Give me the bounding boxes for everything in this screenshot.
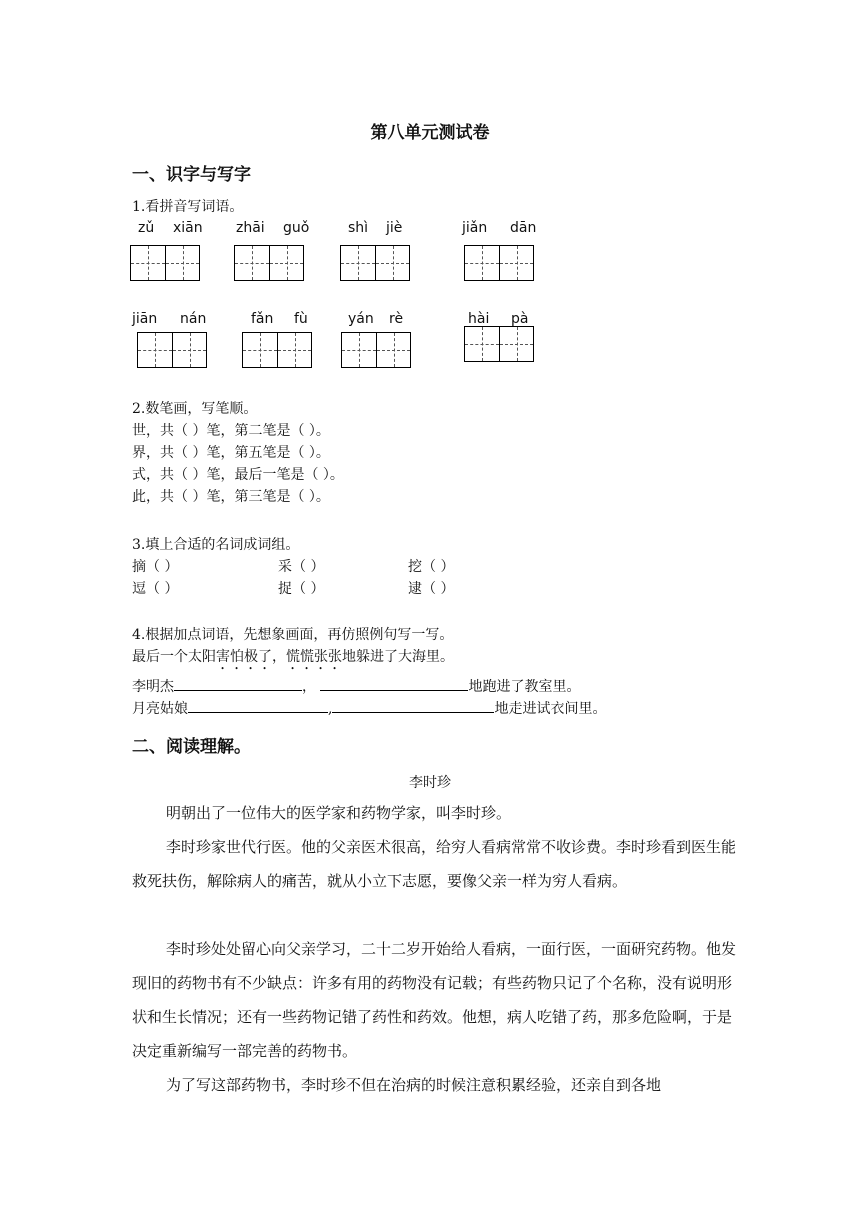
section2-heading: 二、阅读理解。 <box>132 737 251 757</box>
q2-label: 2.数笔画，写笔顺。 <box>132 401 258 417</box>
q2-line: 界，共（ ）笔，第五笔是（ ）。 <box>132 445 330 461</box>
answer-blank[interactable] <box>320 676 468 691</box>
pinyin: yán <box>348 311 374 327</box>
pinyin: dān <box>510 220 537 236</box>
pinyin: fù <box>294 311 308 327</box>
writing-grid[interactable] <box>464 326 534 362</box>
answer-blank[interactable] <box>174 676 302 691</box>
q4-line2 <box>132 698 606 720</box>
writing-grid[interactable] <box>464 245 534 281</box>
q4-example <box>132 646 454 673</box>
section1-heading: 一、识字与写字 <box>132 165 251 185</box>
q2-line: 此，共（ ）笔，第三笔是（ ）。 <box>132 489 330 505</box>
writing-grid[interactable] <box>341 332 411 368</box>
pinyin: jiǎn <box>462 220 488 236</box>
q4-line-text: 地走进试衣间里。 <box>494 701 607 717</box>
q3-label: 3.填上合适的名词成词组。 <box>132 537 300 553</box>
pinyin: xiān <box>173 220 203 236</box>
q2-line: 式，共（ ）笔，最后一笔是（ ）。 <box>132 467 344 483</box>
story-paragraph: 为了写这部药物书，李时珍不但在治病的时候注意积累经验，还亲自到各地 <box>166 1076 662 1094</box>
q4-label: 4.根据加点词语，先想象画面，再仿照例句写一写。 <box>132 627 454 643</box>
q3-item: 逗（ ） <box>132 581 179 597</box>
q1-label: 1.看拼音写词语。 <box>132 199 244 215</box>
pinyin: rè <box>389 311 404 327</box>
q4-line-text: ， <box>302 679 316 695</box>
q3-item: 捉（ ） <box>278 581 325 597</box>
q3-item: 逮（ ） <box>408 581 455 597</box>
pinyin: shì <box>348 220 369 236</box>
q3-item: 摘（ ） <box>132 559 179 575</box>
story-title: 李时珍 <box>409 775 451 791</box>
story-paragraph: 李时珍家世代行医。他的父亲医术很高，给穷人看病常常不收诊费。李时珍看到医生能救死扶伤，解除病人的痛苦，就从小立下志愿，要像父亲一样为穷人看病。 <box>132 838 737 890</box>
pinyin: hài <box>468 311 490 327</box>
example-text: 最后一个太阳 <box>132 649 216 665</box>
q4-line-text: , <box>328 701 333 717</box>
page-title: 第八单元测试卷 <box>370 123 490 143</box>
answer-blank[interactable] <box>188 698 328 713</box>
q3-item: 采（ ） <box>278 559 325 575</box>
story-paragraph: 明朝出了一位伟大的医学家和药物学家，叫李时珍。 <box>166 804 512 822</box>
writing-grid[interactable] <box>234 245 304 281</box>
example-text: ， <box>272 649 286 665</box>
q4-line-text: 李明杰 <box>132 679 174 695</box>
writing-grid[interactable] <box>130 245 200 281</box>
example-text: 地躲进了大海里。 <box>342 649 454 665</box>
q4-line1 <box>132 676 580 698</box>
pinyin: guǒ <box>283 220 310 236</box>
answer-blank[interactable] <box>332 698 494 713</box>
pinyin: zǔ <box>138 220 155 236</box>
writing-grid[interactable] <box>137 332 207 368</box>
pinyin: fǎn <box>251 311 274 327</box>
q3-item: 挖（ ） <box>408 559 455 575</box>
q2-line: 世，共（ ）笔，第二笔是（ ）。 <box>132 423 330 439</box>
dotted-word: 慌慌张张 <box>286 649 342 665</box>
pinyin: jiān <box>132 311 158 327</box>
writing-grid[interactable] <box>340 245 410 281</box>
q4-line-text: 地跑进了教室里。 <box>468 679 581 695</box>
pinyin: jiè <box>386 220 403 236</box>
pinyin: pà <box>511 311 529 327</box>
q4-line-text: 月亮姑娘 <box>132 701 188 717</box>
pinyin: zhāi <box>236 220 265 236</box>
pinyin: nán <box>180 311 207 327</box>
dotted-word: 害怕极了 <box>216 649 272 665</box>
writing-grid[interactable] <box>242 332 312 368</box>
story-paragraph: 李时珍处处留心向父亲学习，二十二岁开始给人看病，一面行医，一面研究药物。他发现旧的药物书有不少缺点：许多有用的药物没有记载；有些药物只记了个名称，没有说明形状和生长情况；还有一些药物记错了药性和药效。他想，病人吃错了药，那多危险啊，于是决定重新编写一部完善的药物书。 <box>132 940 737 1060</box>
